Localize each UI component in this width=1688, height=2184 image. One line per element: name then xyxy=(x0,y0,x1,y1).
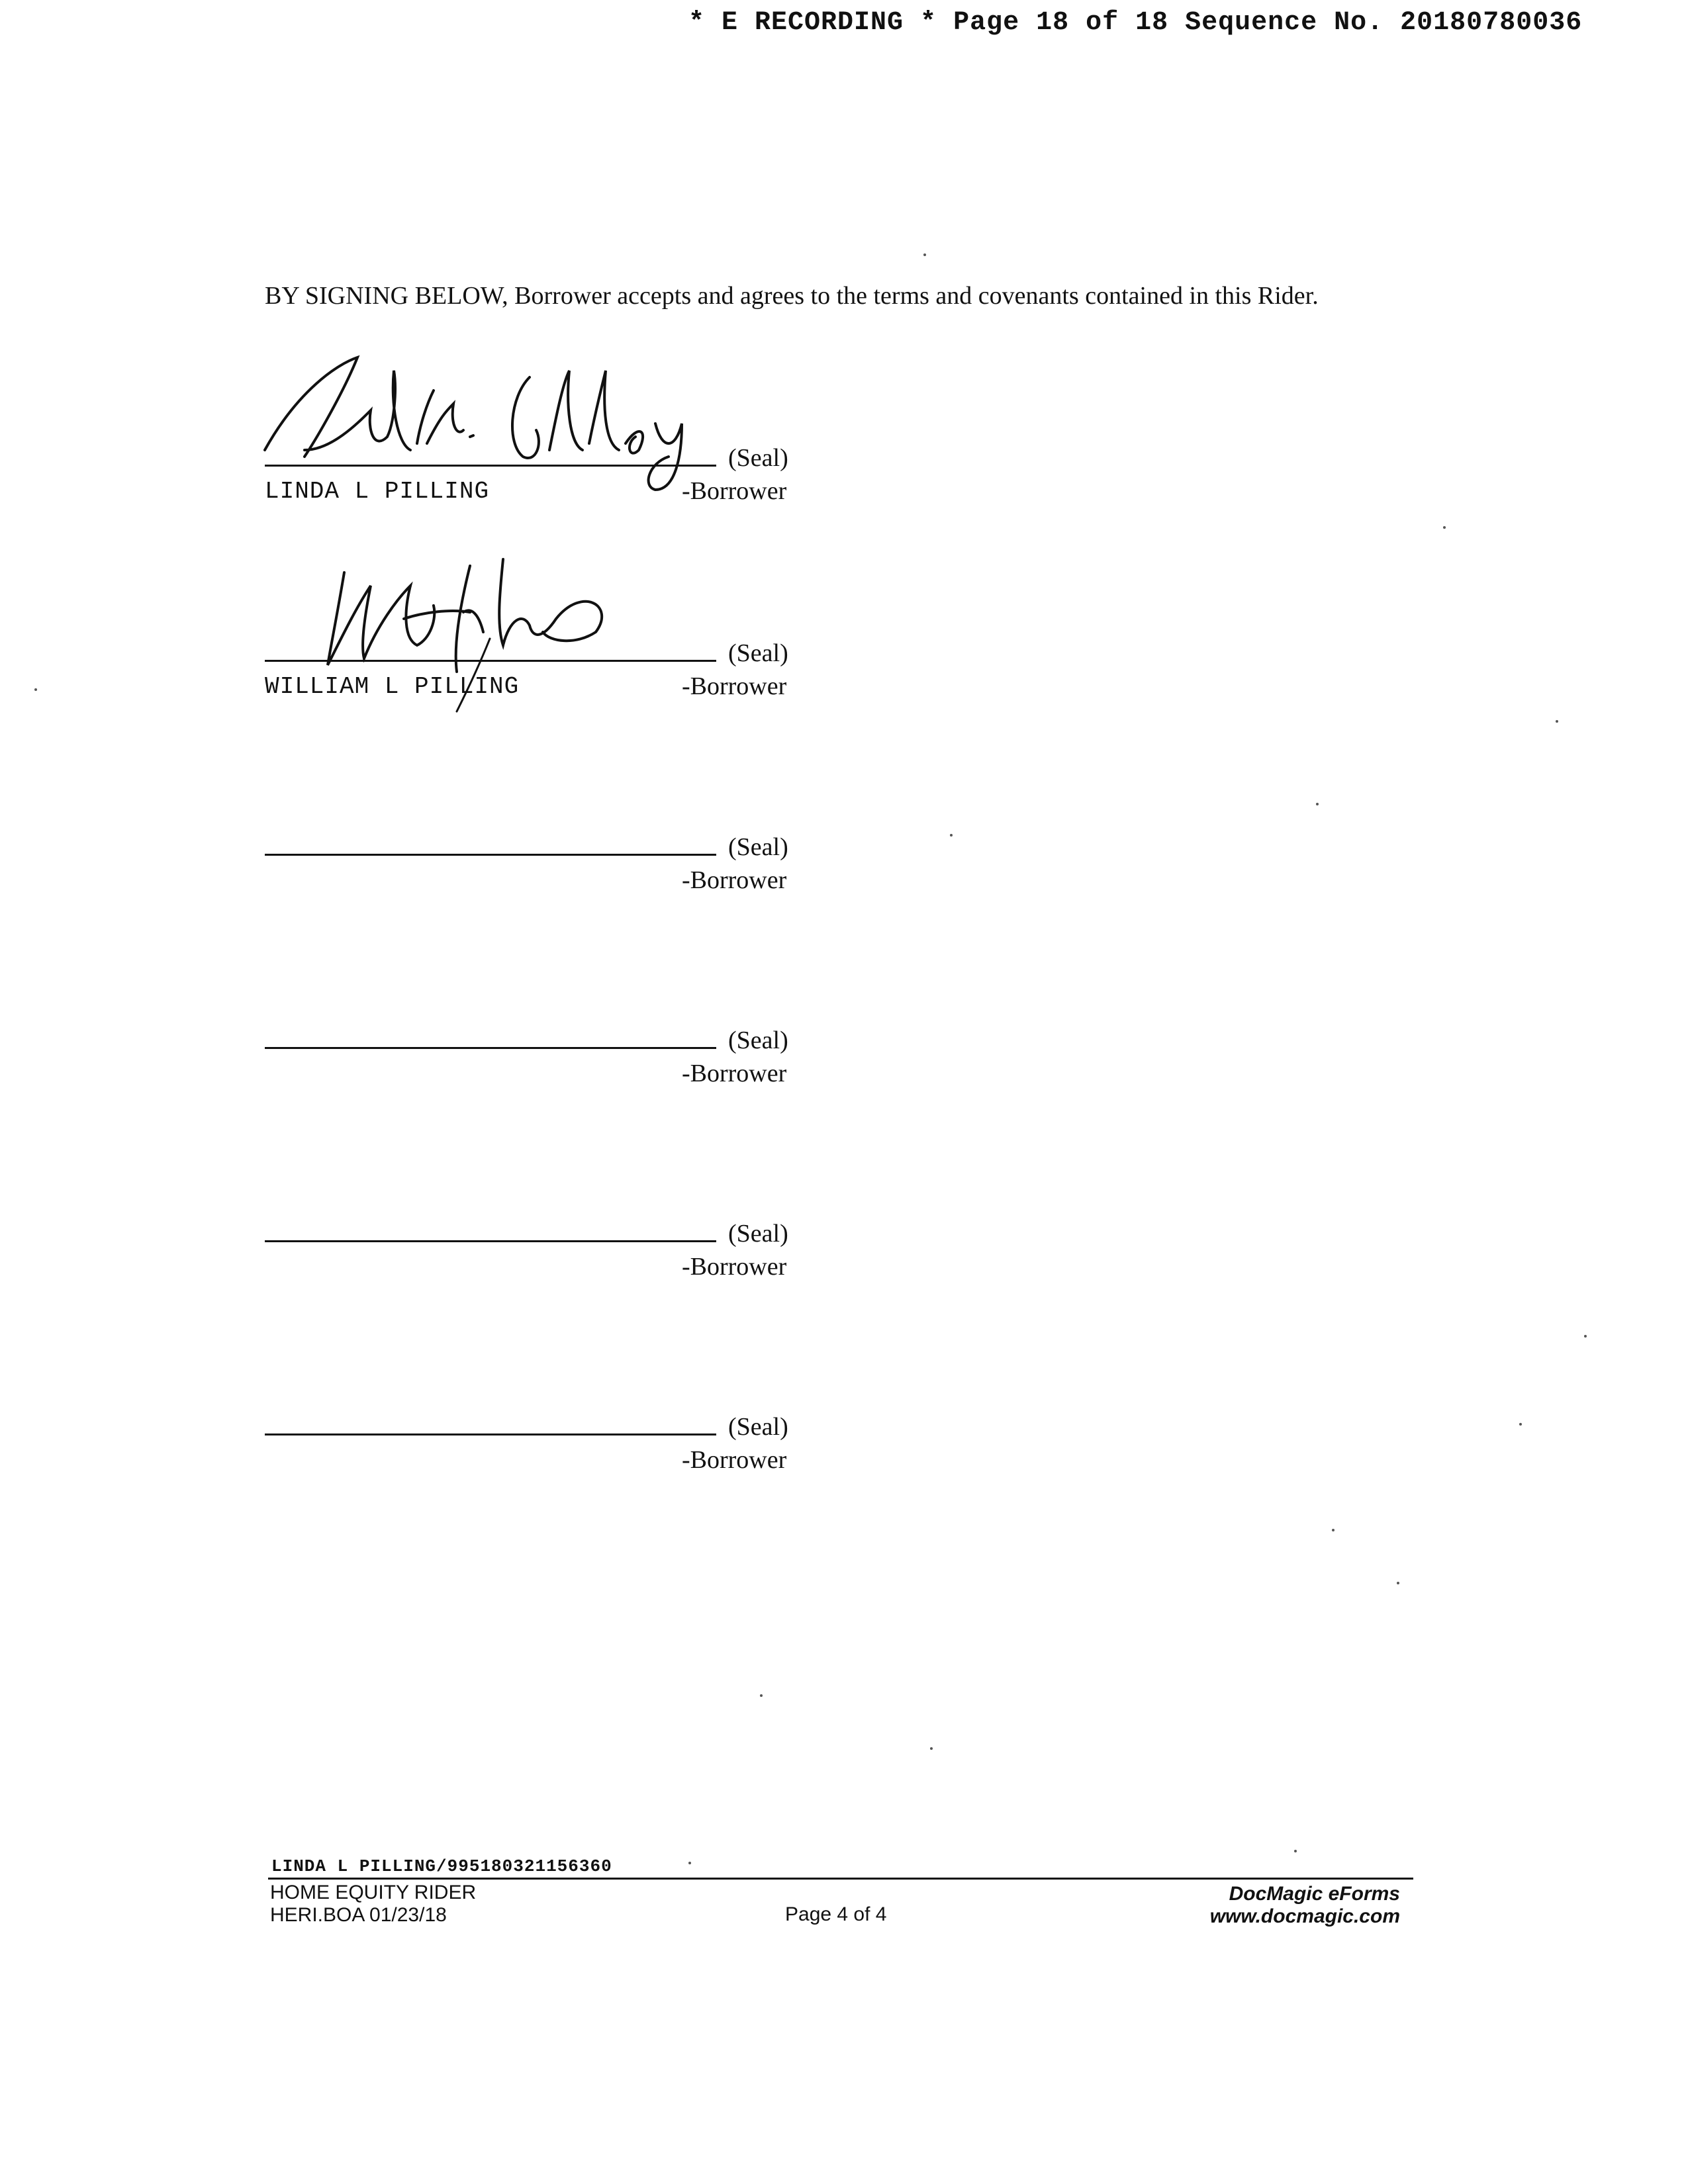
seal-label: (Seal) xyxy=(728,639,788,667)
footer-loan-id: LINDA L PILLING/995180321156360 xyxy=(271,1856,612,1876)
footer-form-code: HERI.BOA 01/23/18 xyxy=(270,1904,447,1926)
footer-vendor xyxy=(1210,1883,1400,1928)
signature-line[interactable] xyxy=(265,1240,716,1242)
scan-speck xyxy=(1556,720,1558,723)
borrower-role-label: -Borrower xyxy=(682,866,787,894)
footer-vendor-url[interactable]: www.docmagic.com xyxy=(1209,1905,1400,1927)
footer-vendor-name: DocMagic eForms xyxy=(1229,1883,1400,1905)
signing-statement: BY SIGNING BELOW, Borrower accepts and agrees to the terms and covenants contained in this Rider. xyxy=(265,282,1319,310)
scan-speck xyxy=(930,1747,933,1750)
borrower-role-label: -Borrower xyxy=(682,477,787,505)
borrower-role-label: -Borrower xyxy=(682,1060,787,1087)
footer-form-title: HOME EQUITY RIDER xyxy=(270,1882,477,1903)
scan-speck xyxy=(1397,1582,1399,1584)
seal-label: (Seal) xyxy=(728,444,788,472)
signature-linda-pilling xyxy=(258,351,722,483)
scan-speck xyxy=(688,1862,691,1864)
scan-speck xyxy=(1332,1529,1335,1531)
signature-block-3 xyxy=(265,813,794,892)
footer-divider xyxy=(268,1878,1413,1880)
seal-label: (Seal) xyxy=(728,1026,788,1054)
scan-speck xyxy=(950,834,953,837)
signature-block-4 xyxy=(265,1006,794,1085)
scan-speck xyxy=(1443,526,1446,529)
signature-block-1 xyxy=(265,424,794,503)
seal-label: (Seal) xyxy=(728,1220,788,1248)
signature-line[interactable] xyxy=(265,1433,716,1435)
scan-speck xyxy=(760,1694,763,1697)
footer-page-number: Page 4 of 4 xyxy=(785,1903,887,1925)
scan-speck xyxy=(34,688,37,691)
borrower-name: LINDA L PILLING xyxy=(265,478,490,505)
borrower-role-label: -Borrower xyxy=(682,1446,787,1474)
signature-line[interactable] xyxy=(265,854,716,856)
scan-speck xyxy=(1294,1850,1297,1852)
signature-line[interactable] xyxy=(265,1047,716,1049)
borrower-role-label: -Borrower xyxy=(682,1253,787,1281)
signature-line[interactable] xyxy=(265,465,716,467)
signature-block-6 xyxy=(265,1392,794,1472)
footer-form-info xyxy=(270,1882,476,1927)
scan-speck xyxy=(1584,1335,1587,1338)
scan-speck xyxy=(1519,1423,1522,1426)
scan-speck xyxy=(1316,803,1319,805)
signature-line[interactable] xyxy=(265,660,716,662)
signature-block-2 xyxy=(265,619,794,698)
borrower-name: WILLIAM L PILLING xyxy=(265,673,520,700)
seal-label: (Seal) xyxy=(728,1413,788,1441)
scan-speck xyxy=(923,253,926,256)
recording-stamp: * E RECORDING * Page 18 of 18 Sequence No. 20180780036 xyxy=(688,8,1583,38)
borrower-role-label: -Borrower xyxy=(682,672,787,700)
seal-label: (Seal) xyxy=(728,833,788,861)
signature-block-5 xyxy=(265,1199,794,1279)
